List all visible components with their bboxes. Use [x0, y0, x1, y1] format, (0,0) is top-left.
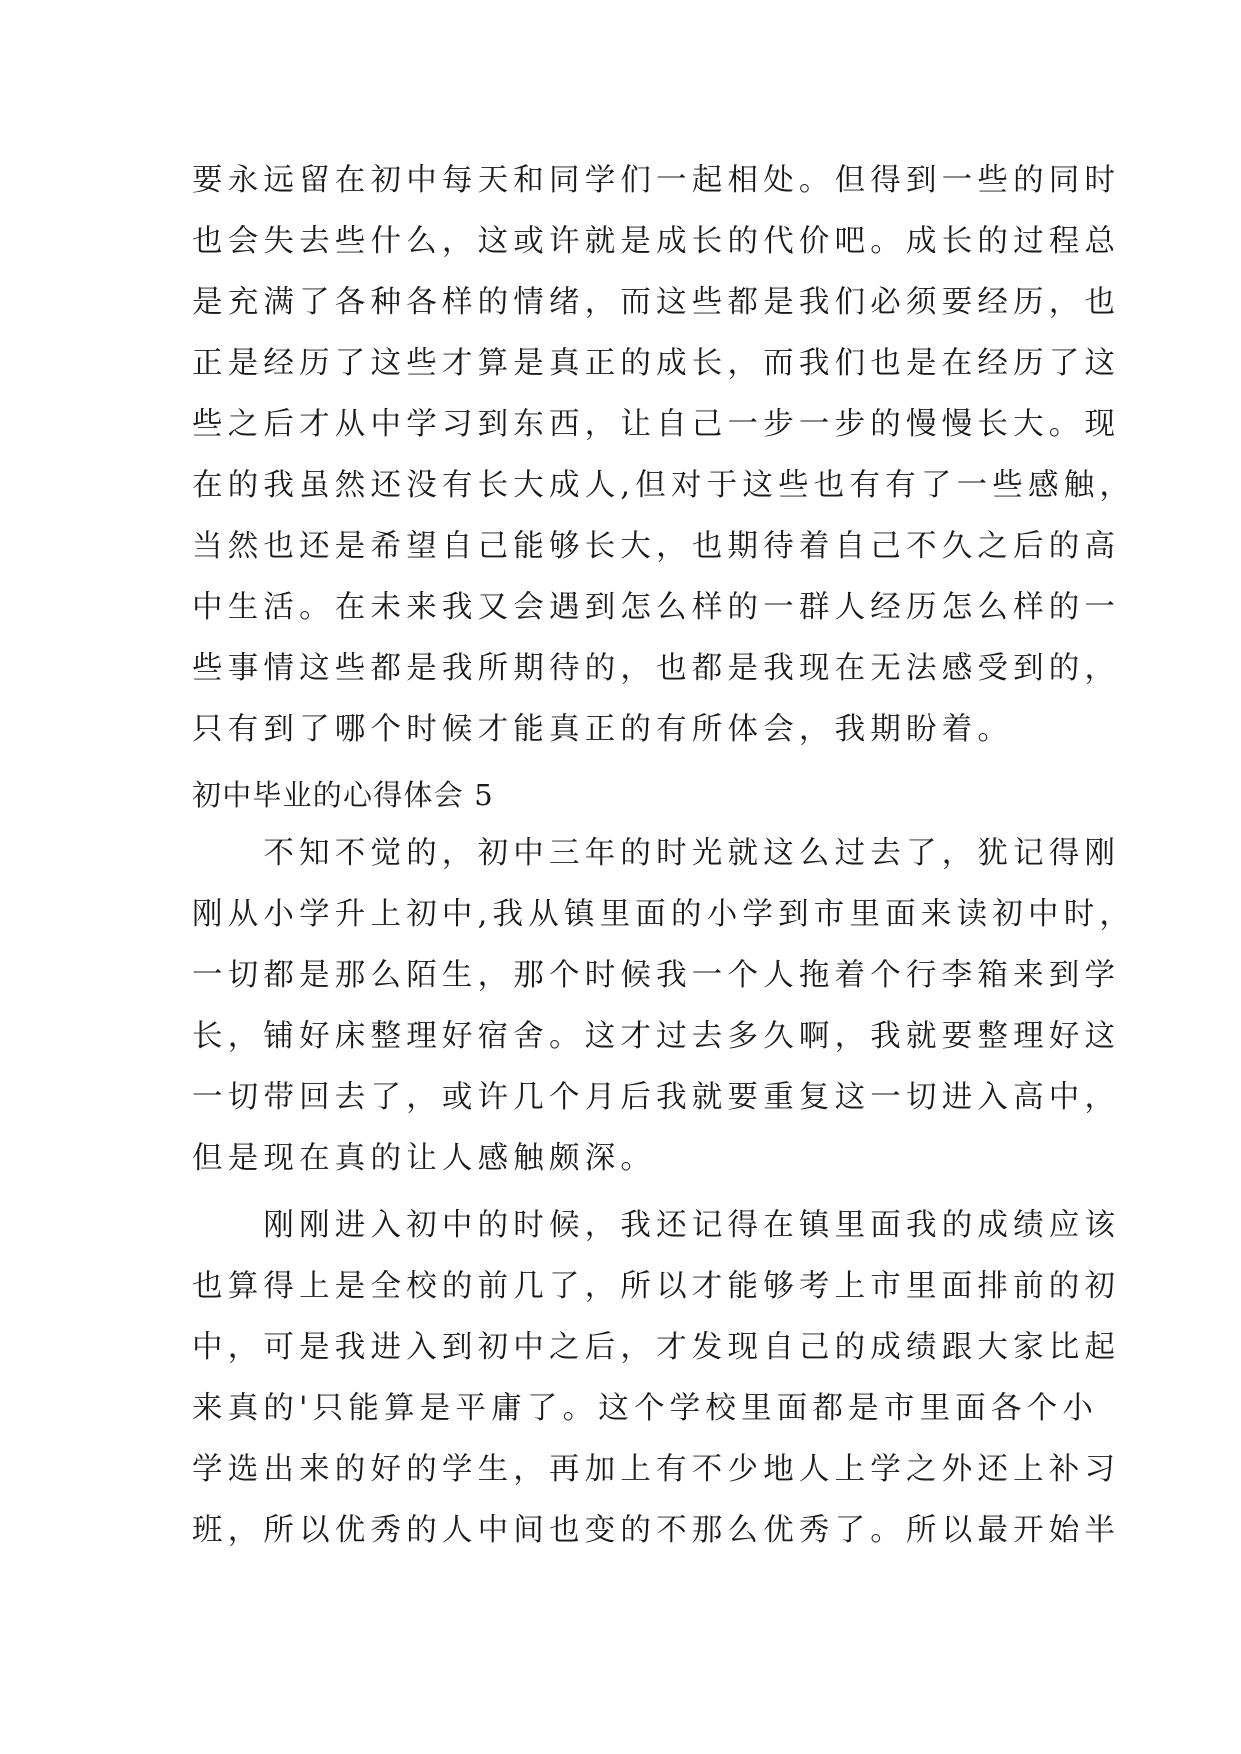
text-line: 不知不觉的，初中三年的时光就这么过去了，犹记得刚 [192, 836, 1121, 871]
section-heading: 初中毕业的心得体会 5 [192, 778, 494, 812]
text-line: 当然也还是希望自己能够长大，也期待着自己不久之后的高 [192, 529, 1121, 564]
text-line: 学选出来的好的学生，再加上有不少地人上学之外还上补习 [192, 1452, 1121, 1487]
text-line: 一切带回去了，或许几个月后我就要重复这一切进入高中， [192, 1080, 1121, 1115]
text-line: 中，可是我进入到初中之后，才发现自己的成绩跟大家比起 [192, 1330, 1121, 1365]
text-line: 长，铺好床整理好宿舍。这才过去多久啊，我就要整理好这 [192, 1019, 1121, 1054]
paragraph-3 [192, 1195, 1121, 1561]
text-line: 刚从小学升上初中,我从镇里面的小学到市里面来读初中时， [192, 897, 1136, 932]
text-line: 班，所以优秀的人中间也变的不那么优秀了。所以最开始半 [192, 1513, 1121, 1548]
text-line: 中生活。在未来我又会遇到怎么样的一群人经历怎么样的一 [192, 590, 1121, 625]
text-line: 在的我虽然还没有长大成人,但对于这些也有有了一些感触， [192, 468, 1136, 503]
text-line: 些之后才从中学习到东西，让自己一步一步的慢慢长大。现 [192, 407, 1121, 442]
paragraph-2 [192, 823, 1136, 1189]
text-line: 但是现在真的让人感触颇深。 [192, 1141, 657, 1176]
text-line: 是充满了各种各样的情绪，而这些都是我们必须要经历，也 [192, 285, 1121, 320]
text-line: 些事情这些都是我所期待的，也都是我现在无法感受到的， [192, 651, 1121, 686]
text-line: 只有到了哪个时候才能真正的有所体会，我期盼着。 [192, 712, 1014, 747]
text-line: 正是经历了这些才算是真正的成长，而我们也是在经历了这 [192, 346, 1121, 381]
text-line: 来真的'只能算是平庸了。这个学校里面都是市里面各个小 [192, 1391, 1099, 1426]
text-line: 刚刚进入初中的时候，我还记得在镇里面我的成绩应该 [192, 1208, 1121, 1243]
paragraph-continued [192, 150, 1136, 760]
text-line: 要永远留在初中每天和同学们一起相处。但得到一些的同时 [192, 163, 1121, 198]
text-line: 也会失去些什么，这或许就是成长的代价吧。成长的过程总 [192, 224, 1121, 259]
text-line: 一切都是那么陌生，那个时候我一个人拖着个行李箱来到学 [192, 958, 1121, 993]
text-line: 也算得上是全校的前几了，所以才能够考上市里面排前的初 [192, 1269, 1121, 1304]
